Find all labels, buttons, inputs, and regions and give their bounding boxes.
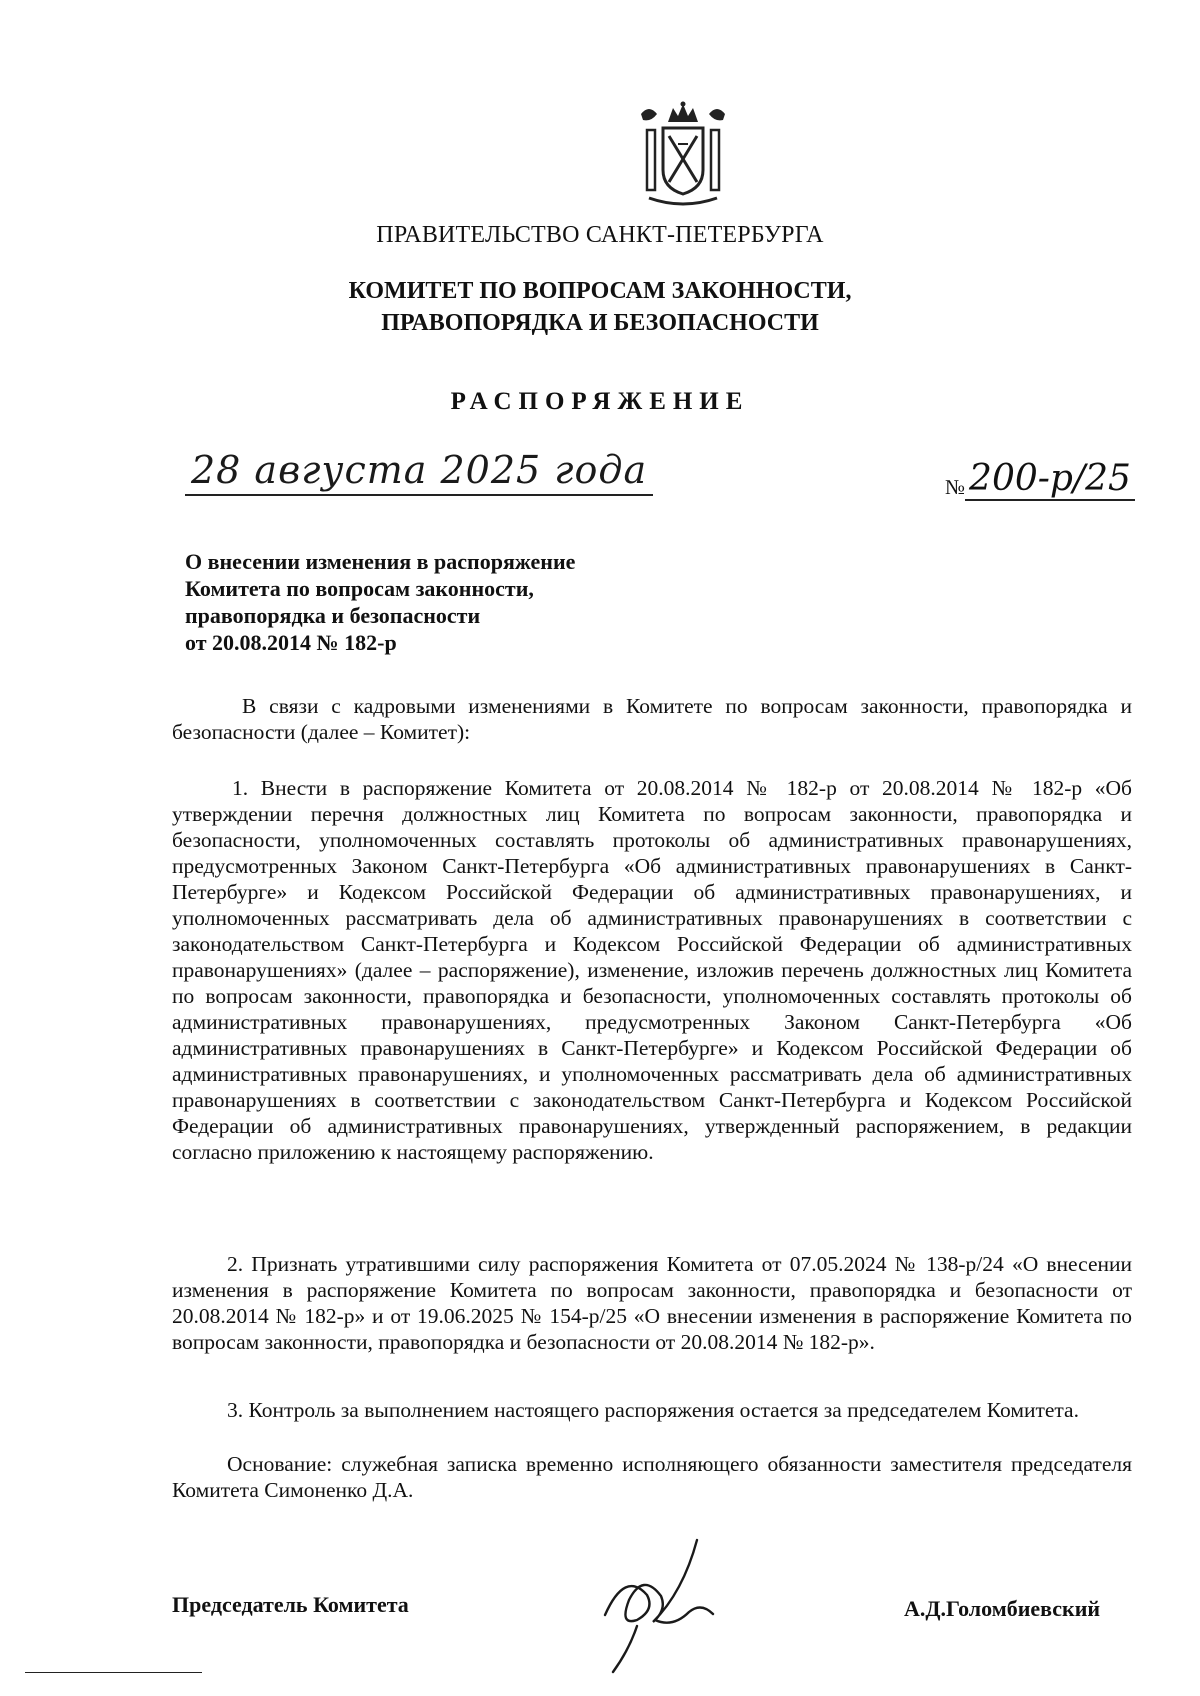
paragraph-1: 1. Внести в распоряжение Комитета от 20.08.2014 № 182-р от 20.08.2014 № 182-р «Об утверждении перечня должностных лиц Комитета по вопросам законности, правопорядка и безопасности, уполномоченных составлять протоколы об административных правонарушениях, предусмотренных Законом Санкт-Петербурга «Об административных правонарушениях в Санкт-Петербурге» и Кодексом Российской Федерации об административных правонарушениях, и уполномоченных рассматривать дела об административных правонарушениях в соответствии с законодательством Санкт-Петербурга и Кодексом Российской Федерации об административных правонарушениях» (далее – распоряжение), изменение, изложив перечень должностных лиц Комитета по вопросам законности, правопорядка и безопасности, уполномоченных составлять протоколы об административных правонарушениях, предусмотренных Законом Санкт-Петербурга «Об административных правонарушениях в Санкт-Петербурге» и Кодексом Российской Федерации об административных правонарушениях, и уполномоченных рассматривать дела об административных правонарушениях в соответствии с законодательством Санкт-Петербурга и Кодексом Российской Федерации об административных правонарушениях, утвержденный распоряжением, в редакции согласно приложению к настоящему распоряжению.	[172, 776, 1132, 1164]
committee-name-line1: КОМИТЕТ ПО ВОПРОСАМ ЗАКОННОСТИ,	[348, 278, 852, 304]
basis-paragraph: Основание: служебная записка временно исполняющего обязанности заместителя председателя Комитета Симоненко Д.А.	[172, 1452, 1132, 1502]
paragraph-2: 2. Признать утратившими силу распоряжения Комитета от 07.05.2024 № 138-р/24 «О внесении изменения в распоряжение Комитета по вопросам законности, правопорядка и безопасности от 20.08.2014 № 182-р» и от 19.06.2025 № 154-р/25 «О внесении изменения в распоряжение Комитета по вопросам законности, правопорядка и безопасности от 20.08.2014 № 182-р».	[172, 1252, 1132, 1354]
signatory-name: А.Д.Голомбиевский	[904, 1596, 1101, 1621]
document-type: РАСПОРЯЖЕНИЕ	[450, 388, 750, 415]
signatory-title: Председатель Комитета	[172, 1592, 409, 1617]
number-label: №	[945, 475, 966, 499]
subject-line3: правопорядка и безопасности	[185, 603, 481, 628]
committee-name	[0, 275, 1200, 339]
paragraph-3: 3. Контроль за выполнением настоящего распоряжения остается за председателем Комитета.	[227, 1398, 1079, 1422]
number-value: 200-р/25	[965, 458, 1135, 501]
document-subject	[185, 548, 575, 656]
document-number	[945, 458, 1135, 500]
coat-of-arms-icon	[633, 100, 733, 210]
handwritten-signature	[585, 1500, 735, 1680]
subject-line4: от 20.08.2014 № 182-р	[185, 630, 397, 655]
subject-line1: О внесении изменения в распоряжение	[185, 549, 576, 574]
committee-name-line2: ПРАВОПОРЯДКА И БЕЗОПАСНОСТИ	[381, 310, 819, 336]
document-date: 28 августа 2025 года	[185, 448, 653, 496]
subject-line2: Комитета по вопросам законности,	[185, 576, 534, 601]
footer-divider	[25, 1672, 202, 1673]
intro-paragraph: В связи с кадровыми изменениями в Комитете по вопросам законности, правопорядка и безопасности (далее – Комитет):	[172, 694, 1132, 744]
government-name: ПРАВИТЕЛЬСТВО САНКТ-ПЕТЕРБУРГА	[376, 222, 824, 248]
